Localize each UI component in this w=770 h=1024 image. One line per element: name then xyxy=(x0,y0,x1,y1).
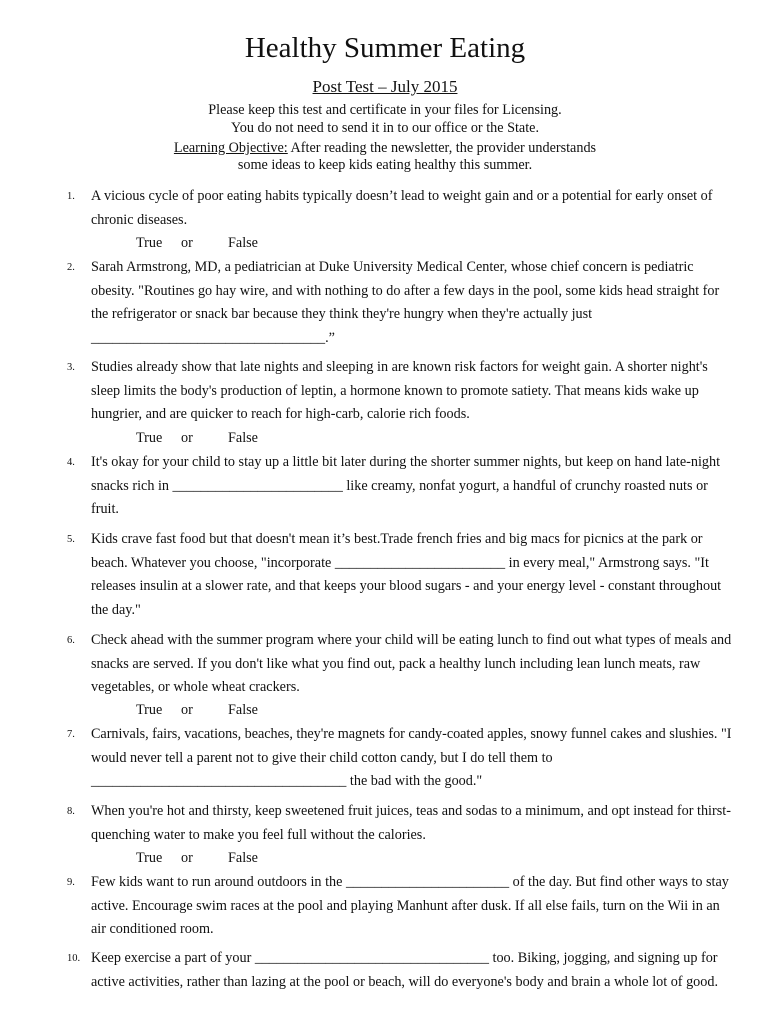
false-option[interactable]: False xyxy=(228,235,258,251)
question-text: Carnivals, fairs, vacations, beaches, they're magnets for candy-coated apples, snowy funnel cakes and slushies. "I would never tell a parent not to give their child cotton candy, but I do tell them to ____________________________________ the bad with the good." xyxy=(91,726,732,789)
true-false-choice-1[interactable] xyxy=(136,232,258,256)
question-number: 5. xyxy=(67,534,75,545)
licensing-note: Please keep this test and certificate in your files for Licensing. xyxy=(208,102,562,118)
true-option[interactable]: True xyxy=(136,235,163,251)
page-subtitle: Post Test – July 2015 xyxy=(312,77,458,96)
question-number: 7. xyxy=(67,729,75,740)
question-number: 10. xyxy=(67,953,81,964)
true-false-choice-8[interactable] xyxy=(136,847,258,871)
objective-label: Learning Objective: xyxy=(173,140,288,156)
question-number: 8. xyxy=(67,806,75,817)
question-number: 4. xyxy=(67,457,75,468)
or-label: or xyxy=(181,235,193,251)
question-number: 1. xyxy=(67,191,75,202)
false-option[interactable]: False xyxy=(228,430,258,446)
true-option[interactable]: True xyxy=(136,430,163,446)
licensing-note-2: You do not need to send it in to our office or the State. xyxy=(230,120,539,136)
question-number: 2. xyxy=(67,262,75,273)
or-label: or xyxy=(181,430,193,446)
question-text: A vicious cycle of poor eating habits typically doesn’t lead to weight gain and or a potential for early onset of chronic diseases. xyxy=(91,188,713,228)
learning-objective-2: some ideas to keep kids eating healthy this summer. xyxy=(237,157,533,173)
question-text: Check ahead with the summer program where your child will be eating lunch to find out what types of meals and snacks are served. If you don't like what you find out, pack a healthy lunch including lean lunch meats, raw vegetables, or whole wheat crackers. xyxy=(91,632,732,695)
question-text: Kids crave fast food but that doesn't mean it’s best.Trade french fries and big macs for picnics at the park or beach. Whatever you choose, "incorporate ________________________ in every meal," Armstrong says. "It releases insulin at a slower rate, and that keeps your blood sugars - and your energy level - constant throughout the day." xyxy=(91,531,722,618)
true-false-choice-3[interactable] xyxy=(136,427,258,451)
false-option[interactable]: False xyxy=(228,702,258,718)
page-title: Healthy Summer Eating xyxy=(244,32,526,64)
question-text: Few kids want to run around outdoors in the _______________________ of the day. But find other ways to stay active. Encourage swim races at the pool and playing Manhunt after dusk. If all else fails, turn on the Wii in an air conditioned room. xyxy=(91,874,729,937)
question-text: It's okay for your child to stay up a little bit later during the shorter summer nights, but keep on hand late-night snacks rich in ________________________ like creamy, nonfat yogurt, a handful of crunchy roasted nuts or fruit. xyxy=(91,454,721,517)
question-text: When you're hot and thirsty, keep sweetened fruit juices, teas and sodas to a minimum, and opt instead for thirst- quenching water to make you feel full without the calories. xyxy=(91,803,731,843)
question-text: Studies already show that late nights and sleeping in are known risk factors for weight gain. A shorter night's sleep limits the body's production of leptin, a hormone known to promote satiety. That means kids wake up hungrier, and are quicker to reach for high-carb, calorie rich foods. xyxy=(91,359,708,422)
or-label: or xyxy=(181,702,193,718)
or-label: or xyxy=(181,850,193,866)
true-false-choice-6[interactable] xyxy=(136,699,258,723)
question-text: Keep exercise a part of your _________________________________ too. Biking, jogging, and signing up for active activities, rather than lazing at the pool or beach, will do everyone's body and brain a whole lot of good. xyxy=(91,950,719,990)
question-number: 9. xyxy=(67,877,75,888)
question-number: 3. xyxy=(67,362,75,373)
question-number: 6. xyxy=(67,635,75,646)
question-text: Sarah Armstrong, MD, a pediatrician at Duke University Medical Center, whose chief concern is pediatric obesity. "Routines go hay wire, and with nothing to do after a few days in the pool, some kids head straight for the refrigerator or snack bar because they think they're hungry when they're actually just _________________________________.” xyxy=(91,259,720,346)
learning-objective xyxy=(0,139,770,157)
true-option[interactable]: True xyxy=(136,850,163,866)
true-option[interactable]: True xyxy=(136,702,163,718)
false-option[interactable]: False xyxy=(228,850,258,866)
objective-text: After reading the newsletter, the provider understands xyxy=(287,140,597,156)
